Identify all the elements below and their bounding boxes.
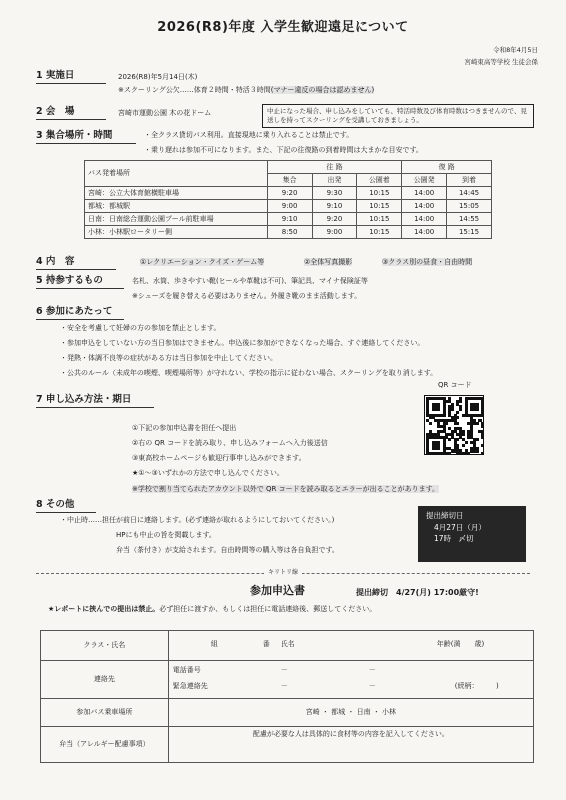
age-label: 年齢(満 歳) [436,640,485,648]
venue: 宮崎市運動公園 木の花ドーム [118,109,212,117]
time-cell: 9:00 [267,200,312,213]
col-park-depart: 公園発 [402,174,447,187]
name-label: 氏名 [280,640,295,648]
time-cell: 10:15 [357,187,402,200]
bus-schedule-table [84,160,492,239]
section-2-underline [36,119,106,120]
activity-item [382,258,472,267]
form-title: 参加申込書 [250,584,305,597]
bento-note: 配慮が必要な人は具体的に食材等の内容を記入してください。 [252,730,449,738]
qr-account-warning [132,485,439,494]
form-note-rest: 必ず担任に渡すか、もしくは担任に電話連絡後、郵送してください。 [159,605,377,613]
time-cell: 9:10 [312,200,357,213]
phone-label: 電話番号 [172,666,201,674]
section-8-underline [36,512,96,513]
cut-line-label-text: キリトリ線 [264,569,302,576]
qr-code-icon[interactable] [424,395,484,455]
time-cell: 14:00 [402,200,447,213]
qr-account-warning-text: ※学校で割り当てられたアカウント以外で QR コードを読み取るとエラーが出ることがあります。 [132,485,440,493]
col-park-arrive: 公園着 [357,174,402,187]
deadline-label: 提出締切日 [426,511,464,520]
kumi-label: 組 [210,640,218,648]
time-cell: 8:50 [267,226,312,239]
form-row-bus [41,699,534,727]
emergency-label: 緊急連絡先 [172,682,208,690]
col-arrive: 到着 [447,174,492,187]
apply-step: ②右の QR コードを読み取り、申し込みフォームへ入力後送信 [132,439,328,447]
application-form-table [40,630,534,763]
contact-label: 連絡先 [41,661,169,699]
activity-item [140,258,264,267]
cancellation-notice: 中止になった場合、申し込みをしていても、特活時数及び体育時数はつきませんので、見送しを持ってスクーリングを受講しておきましょう。 [262,104,534,128]
deadline-date: 4月27日（月） [434,522,486,532]
bus-stop-name: 宮崎：公立大体育館横駐車場 [85,187,268,200]
other-note: 弁当（茶付き）が支給されます。自由時間等の購入等は各自負担です。 [116,546,339,554]
deadline-time: 17時 〆切 [434,534,474,544]
time-cell: 9:30 [312,187,357,200]
bus-stop-name: 都城：都城駅 [85,200,268,213]
bus-stop-name: 小林：小林駅ロータリー側 [85,226,268,239]
ban-label: 番 [262,640,270,648]
section-6-underline [36,319,124,320]
class-name-label: クラス・氏名 [41,631,169,661]
dash: － [368,682,376,690]
form-note-bold: ★レポートに挟んでの提出は禁止。 [48,605,160,613]
other-note: ・中止時……担任が前日に連絡します。(必ず連絡が取れるようにしておいてください。) [60,516,335,524]
col-gather: 集合 [267,174,312,187]
manner-warning: (マナー違反の場合は認めません) [270,86,375,94]
section-5-underline [36,288,124,289]
apply-step: ①下記の参加申込書を担任へ提出 [132,424,237,432]
rule-line: ・発熱・体調不良等の症状がある方は当日参加を中止してください。 [60,354,277,362]
dash: － [280,682,288,690]
rule-line: ・公共のルール（未成年の喫煙、喫煙場所等）が守れない、学校の指示に従わない場合、スクーリングを取り消します。 [60,369,438,377]
time-cell: 15:15 [447,226,492,239]
section-4-underline [36,269,116,270]
issuing-organization: 宮崎東高等学校 生徒会係 [464,58,538,66]
bus-stop-name: 日南：日南総合運動公園プール前駐車場 [85,213,268,226]
time-cell: 14:00 [402,187,447,200]
page-title: 2026(R8)年度 入学生歓迎遠足について [157,20,409,35]
qr-label: QR コード [438,381,472,389]
time-cell: 10:15 [357,226,402,239]
other-note: HPにも中止の旨を掲載します。 [116,531,216,539]
section-6-heading: 6 参加にあたって [36,306,113,317]
section-5-heading: 5 持参するもの [36,275,103,286]
table-row [85,213,492,226]
time-cell: 9:20 [267,187,312,200]
shoes-note: ※シューズを履き替える必要はありません。外履き靴のまま活動します。 [132,292,362,300]
bus-rule-2: ・乗り遅れは参加不可になります。また、下記の往復路の到着時間は大まかな目安です。 [144,146,423,154]
bento-field[interactable] [168,727,533,763]
form-submission-note [48,605,376,614]
schooling-credit-note [118,86,374,95]
form-deadline: 提出締切 4/27(月) 17:00厳守! [356,588,479,597]
form-row-class-name [41,631,534,661]
bus-stop-label: 参加バス乗車場所 [41,699,169,727]
section-8-heading: 8 その他 [36,499,75,510]
time-cell: 9:00 [312,226,357,239]
dash: － [280,666,288,674]
activity-item-2: ②全体写真撮影 [304,258,353,266]
event-date: 2026(R8)年5月14日(木) [118,73,198,81]
form-row-bento [41,727,534,763]
col-depart: 出発 [312,174,357,187]
cut-line-label [0,568,566,577]
time-cell: 9:10 [267,213,312,226]
schooling-credit-text: ※スクーリング公欠……体育２時間・特活３時間 [118,86,271,94]
time-cell: 14:00 [402,213,447,226]
bus-stop-options[interactable]: 宮崎 ・ 都城 ・ 日南 ・ 小林 [168,699,533,727]
section-7-heading: 7 申し込み方法・期日 [36,394,132,405]
issue-date: 令和8年4月5日 [493,46,538,54]
bus-rule-1: ・全クラス貸切バス利用。直接現地に乗り入れることは禁止です。 [144,131,354,139]
table-header-row [85,161,492,174]
apply-step: ★①～③いずれかの方法で申し込んでください。 [132,469,284,477]
time-cell: 14:00 [402,226,447,239]
items-to-bring: 名札、水筒、歩きやすい靴(ヒールや革靴は不可)、筆記具、マイナ保険証等 [132,277,368,285]
section-1-underline [36,83,106,84]
time-cell: 10:15 [357,213,402,226]
col-group-return: 復 路 [402,161,492,174]
rule-line: ・安全を考慮して妊婦の方の参加を禁止とします。 [60,324,221,332]
table-row [85,226,492,239]
activity-item-1: ①レクリエーション・クイズ・ゲーム等 [140,258,265,266]
form-row-contact [41,661,534,699]
contact-field[interactable] [168,661,533,699]
table-row [85,187,492,200]
apply-step: ③東高校ホームページも歓迎行事申し込みができます。 [132,454,306,462]
section-1-heading: 1 実施日 [36,70,75,81]
time-cell: 14:45 [447,187,492,200]
activity-item-3: ③クラス別の昼食・自由時間 [382,258,473,266]
time-cell: 10:15 [357,200,402,213]
deadline-box [418,506,526,562]
table-row [85,200,492,213]
activity-item [304,258,352,267]
col-bus-stop: バス発着場所 [85,161,268,187]
time-cell: 14:55 [447,213,492,226]
time-cell: 15:05 [447,200,492,213]
rule-line: ・参加申込をしていない方の当日参加はできません。申込後に参加ができなくなった場合、すぐ連絡してください。 [60,339,425,347]
relation-label: (続柄： ) [454,682,499,690]
col-group-outbound: 往 路 [267,161,402,174]
section-3-heading: 3 集合場所・時間 [36,130,113,141]
dash: － [368,666,376,674]
bento-label: 弁当（アレルギー配慮事項） [41,727,169,763]
section-3-underline [36,143,136,144]
section-4-heading: 4 内 容 [36,256,75,267]
time-cell: 9:20 [312,213,357,226]
class-name-field[interactable] [168,631,533,661]
section-7-underline [36,407,154,408]
section-2-heading: 2 会 場 [36,106,75,117]
